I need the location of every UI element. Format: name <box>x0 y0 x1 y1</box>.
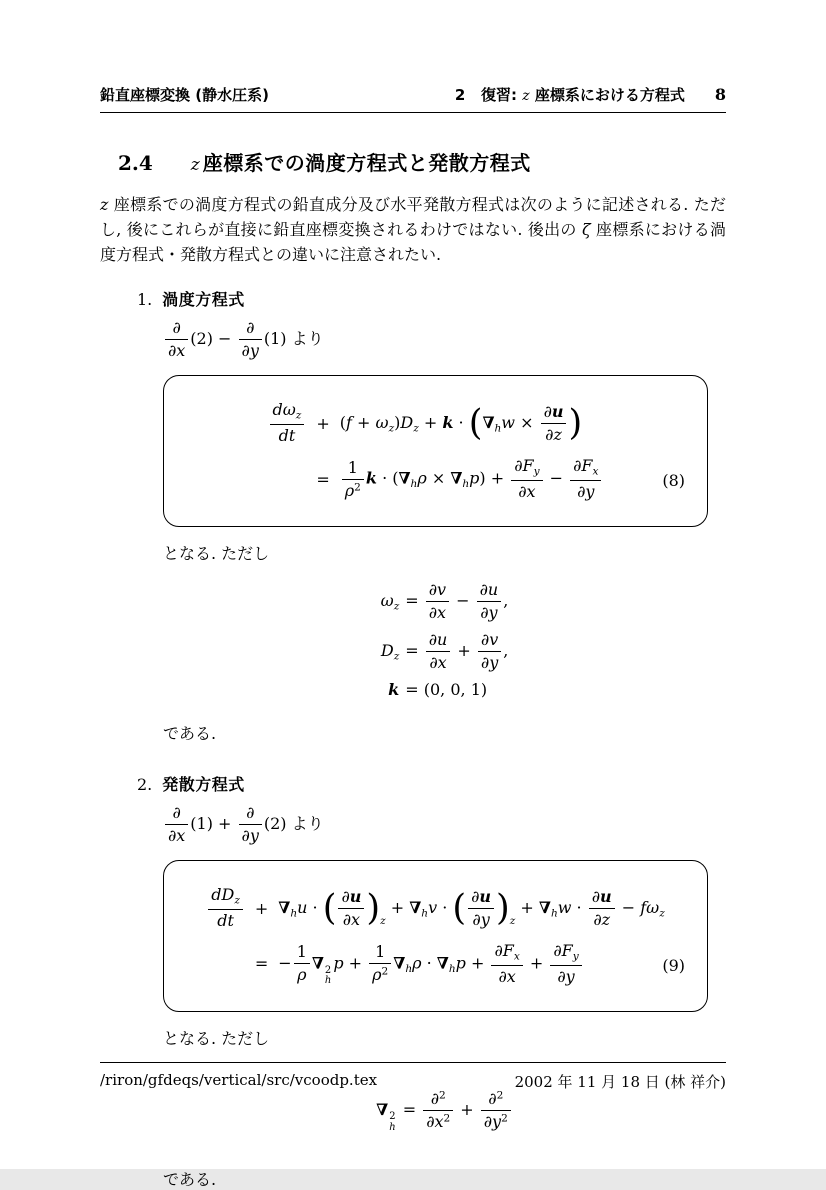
eq9-rhs-line1: $\nabla_hu$ · ( $\frac{\partial u}{\partial x}$ )$_z + \nabla_hv$ · ( $\frac{\partial u}{\partial y}$ )$_z + \nabla_hw$ · $\frac{\partial u}{\partial z}$ − $f\omega_z$ <box>278 886 665 929</box>
def-k-lhs: k <box>388 680 400 700</box>
equation-box-9 <box>163 860 708 1012</box>
equation-number-8: (8) <box>662 471 685 491</box>
list-item-vorticity <box>100 287 726 744</box>
eq9-op-plus: + <box>254 898 269 918</box>
eq9-op-equals: = <box>254 954 269 974</box>
header-math-z: z <box>522 88 530 104</box>
item-number: 1. <box>137 290 153 310</box>
def-omega-rhs: = $\frac{\partial v}{\partial x}$ − $\frac{\partial u}{\partial y}$ , <box>405 580 509 623</box>
header-doc-title: 鉛直座標変換 (静水圧系) <box>100 86 269 104</box>
header-section-title: 座標系における方程式 <box>529 86 685 104</box>
list-item-divergence <box>100 772 726 1190</box>
item-body <box>163 803 726 1190</box>
section-heading <box>100 147 726 176</box>
def-divergence-rhs: = $\frac{\partial u}{\partial x}$ + $\frac{\partial v}{\partial y}$ , <box>405 630 509 673</box>
header-section-ref <box>455 84 726 105</box>
eq9-lhs: $\frac{dD_z}{dt}$ <box>206 885 245 931</box>
page-footer <box>100 1062 726 1092</box>
equation-number-9: (9) <box>662 955 685 975</box>
item-label: 発散方程式 <box>162 775 245 795</box>
footer-file-path: /riron/gfdeqs/vertical/src/vcoodp.tex <box>100 1071 378 1089</box>
page-content <box>100 84 726 1190</box>
derivation-note: $\frac{\partial}{\partial x}$ (2) − $\frac{\partial}{\partial y}$ (1) より <box>163 318 726 361</box>
laplacian-definition: ∇ 2 h = $\frac{\partial^2}{\partial x^2}$ + $\frac{\partial^2}{\partial y^2}$ <box>163 1089 726 1133</box>
def-divergence-lhs: $D_z$ <box>380 640 400 663</box>
eq8-rhs-line2: $\frac{1}{\rho^2}$ $k \cdot (\nabla_h\rho \times \nabla_hp)$ + $\frac{\partial F_y}{\partial x}$ − $\frac{\partial F_x}{\partial y}$ <box>340 456 604 502</box>
def-k-rhs: = (0, 0, 1) <box>405 680 488 700</box>
section-title: 座標系での渦度方程式と発散方程式 <box>202 151 531 175</box>
closing-text: である. <box>163 724 217 744</box>
section-number: 2.4 <box>118 151 153 175</box>
equation-8 <box>178 400 693 502</box>
running-header <box>100 84 726 113</box>
after-box-text: となる. ただし <box>163 1028 270 1048</box>
eq8-op-equals: = <box>316 469 330 489</box>
item-heading <box>137 772 726 795</box>
item-heading <box>137 287 726 310</box>
intro-paragraph: z 座標系での渦度方程式の鉛直成分及び水平発散方程式は次のように記述される. ただし, 後にこれらが直接に鉛直座標変換されるわけではない. 後出の ζ 座標系における渦度方程式・発散方程式との違いに注意されたい. <box>100 195 726 265</box>
item-body <box>163 318 726 744</box>
derivation-note: $\frac{\partial}{\partial x}$ (1) + $\frac{\partial}{\partial y}$ (2) より <box>163 803 726 846</box>
eq9-rhs-line2: − $\frac{1}{\rho}$ ∇ 2 h p + $\frac{1}{\rho^2}$ $\nabla_h\rho \cdot \nabla_hp$ + $\frac{\partial F_x}{\partial x}$ + $\frac{\partial F_y}{\partial y}$ <box>278 941 664 987</box>
footer-date-author: 2002 年 11 月 18 日 (林 祥介) <box>514 1073 726 1091</box>
closing-text: である. <box>163 1170 217 1190</box>
item-label: 渦度方程式 <box>162 290 245 310</box>
header-section-number: 2 復習: <box>454 86 523 104</box>
eq8-lhs: $\frac{d\omega_z}{dt}$ <box>268 400 307 446</box>
equation-box-8 <box>163 375 708 527</box>
page-number: 8 <box>714 85 726 104</box>
section-math-z: z <box>190 155 200 175</box>
definitions-block <box>163 580 726 699</box>
eq8-rhs-line1: $(f + \omega_z)D_z + k \cdot (\nabla_hw$ × $\frac{\partial u}{\partial z}$ ) <box>339 401 583 444</box>
eq8-op-plus: + <box>316 413 330 433</box>
equation-9 <box>178 885 693 987</box>
after-box-text: となる. ただし <box>163 544 270 564</box>
def-omega-lhs: $\omega_z$ <box>380 590 400 613</box>
item-number: 2. <box>137 775 153 795</box>
